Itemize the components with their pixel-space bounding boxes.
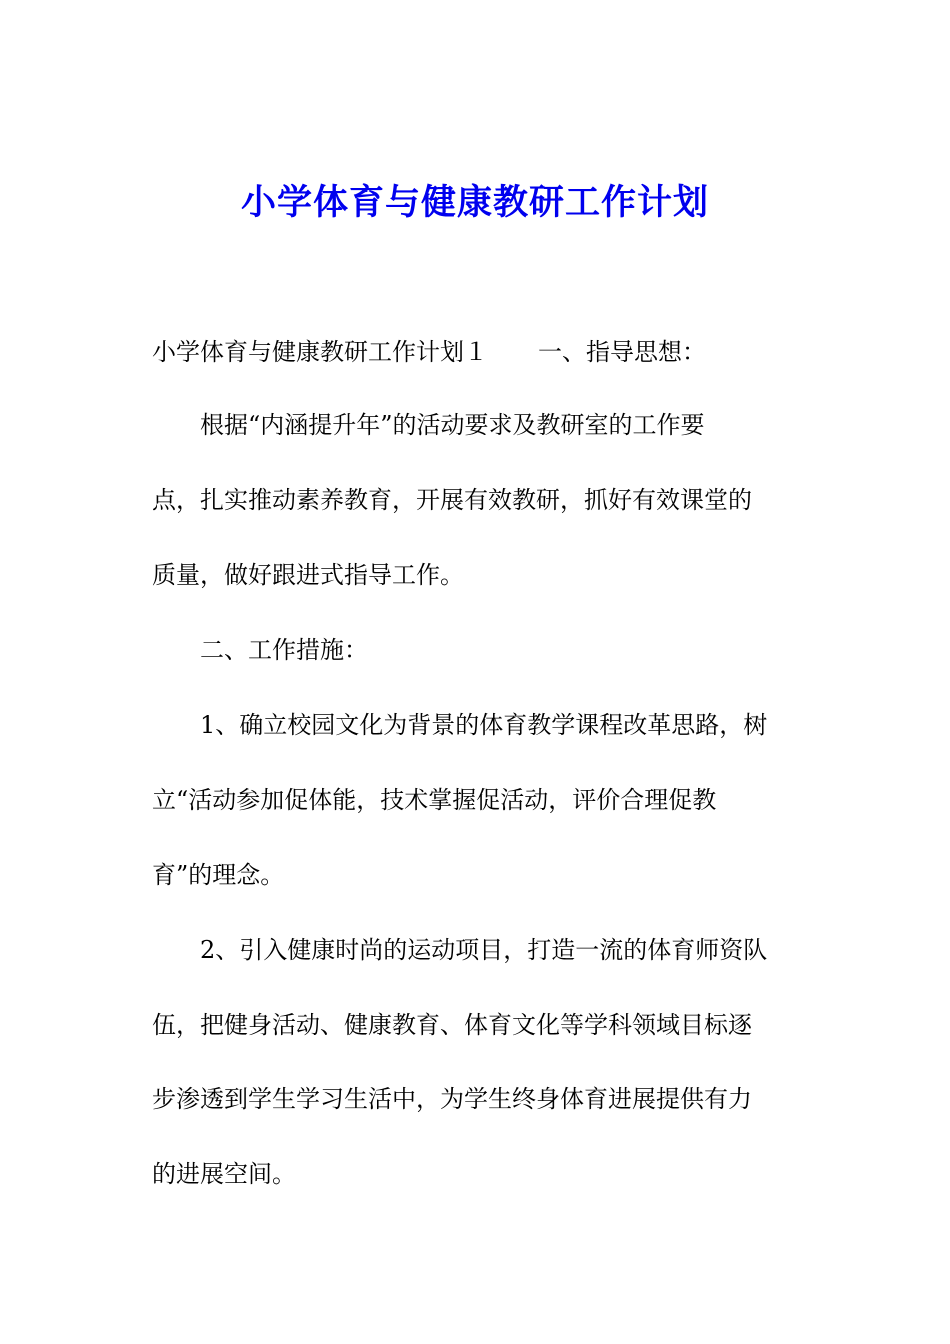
document-title: 小学体育与健康教研工作计划	[240, 183, 709, 223]
paragraph-line: 育”的理念。	[152, 861, 285, 889]
heading-guiding-ideology: 一、指导思想：	[538, 338, 706, 366]
paragraph-line: 点，扎实推动素养教育，开展有效教研，抓好有效课堂的	[152, 486, 752, 514]
paragraph-line: 立“活动参加促体能，技术掌握促活动，评价合理促教	[152, 786, 717, 814]
paragraph-line: 1、确立校园文化为背景的体育教学课程改革思路，树	[200, 711, 768, 739]
paragraph-line: 步渗透到学生学习生活中，为学生终身体育进展提供有力	[152, 1085, 752, 1113]
paragraph-line: 2、引入健康时尚的运动项目，打造一流的体育师资队	[200, 936, 768, 964]
plan-subtitle: 小学体育与健康教研工作计划１	[152, 338, 488, 366]
paragraph-line: 质量，做好跟进式指导工作。	[152, 561, 464, 589]
paragraph-line: 伍，把健身活动、健康教育、体育文化等学科领域目标逐	[152, 1011, 752, 1039]
paragraph-line: 的进展空间。	[152, 1160, 296, 1188]
heading-work-measures: 二、工作措施：	[200, 636, 368, 664]
paragraph-line: 根据“内涵提升年”的活动要求及教研室的工作要	[200, 411, 705, 439]
section-heading-line	[152, 335, 706, 369]
